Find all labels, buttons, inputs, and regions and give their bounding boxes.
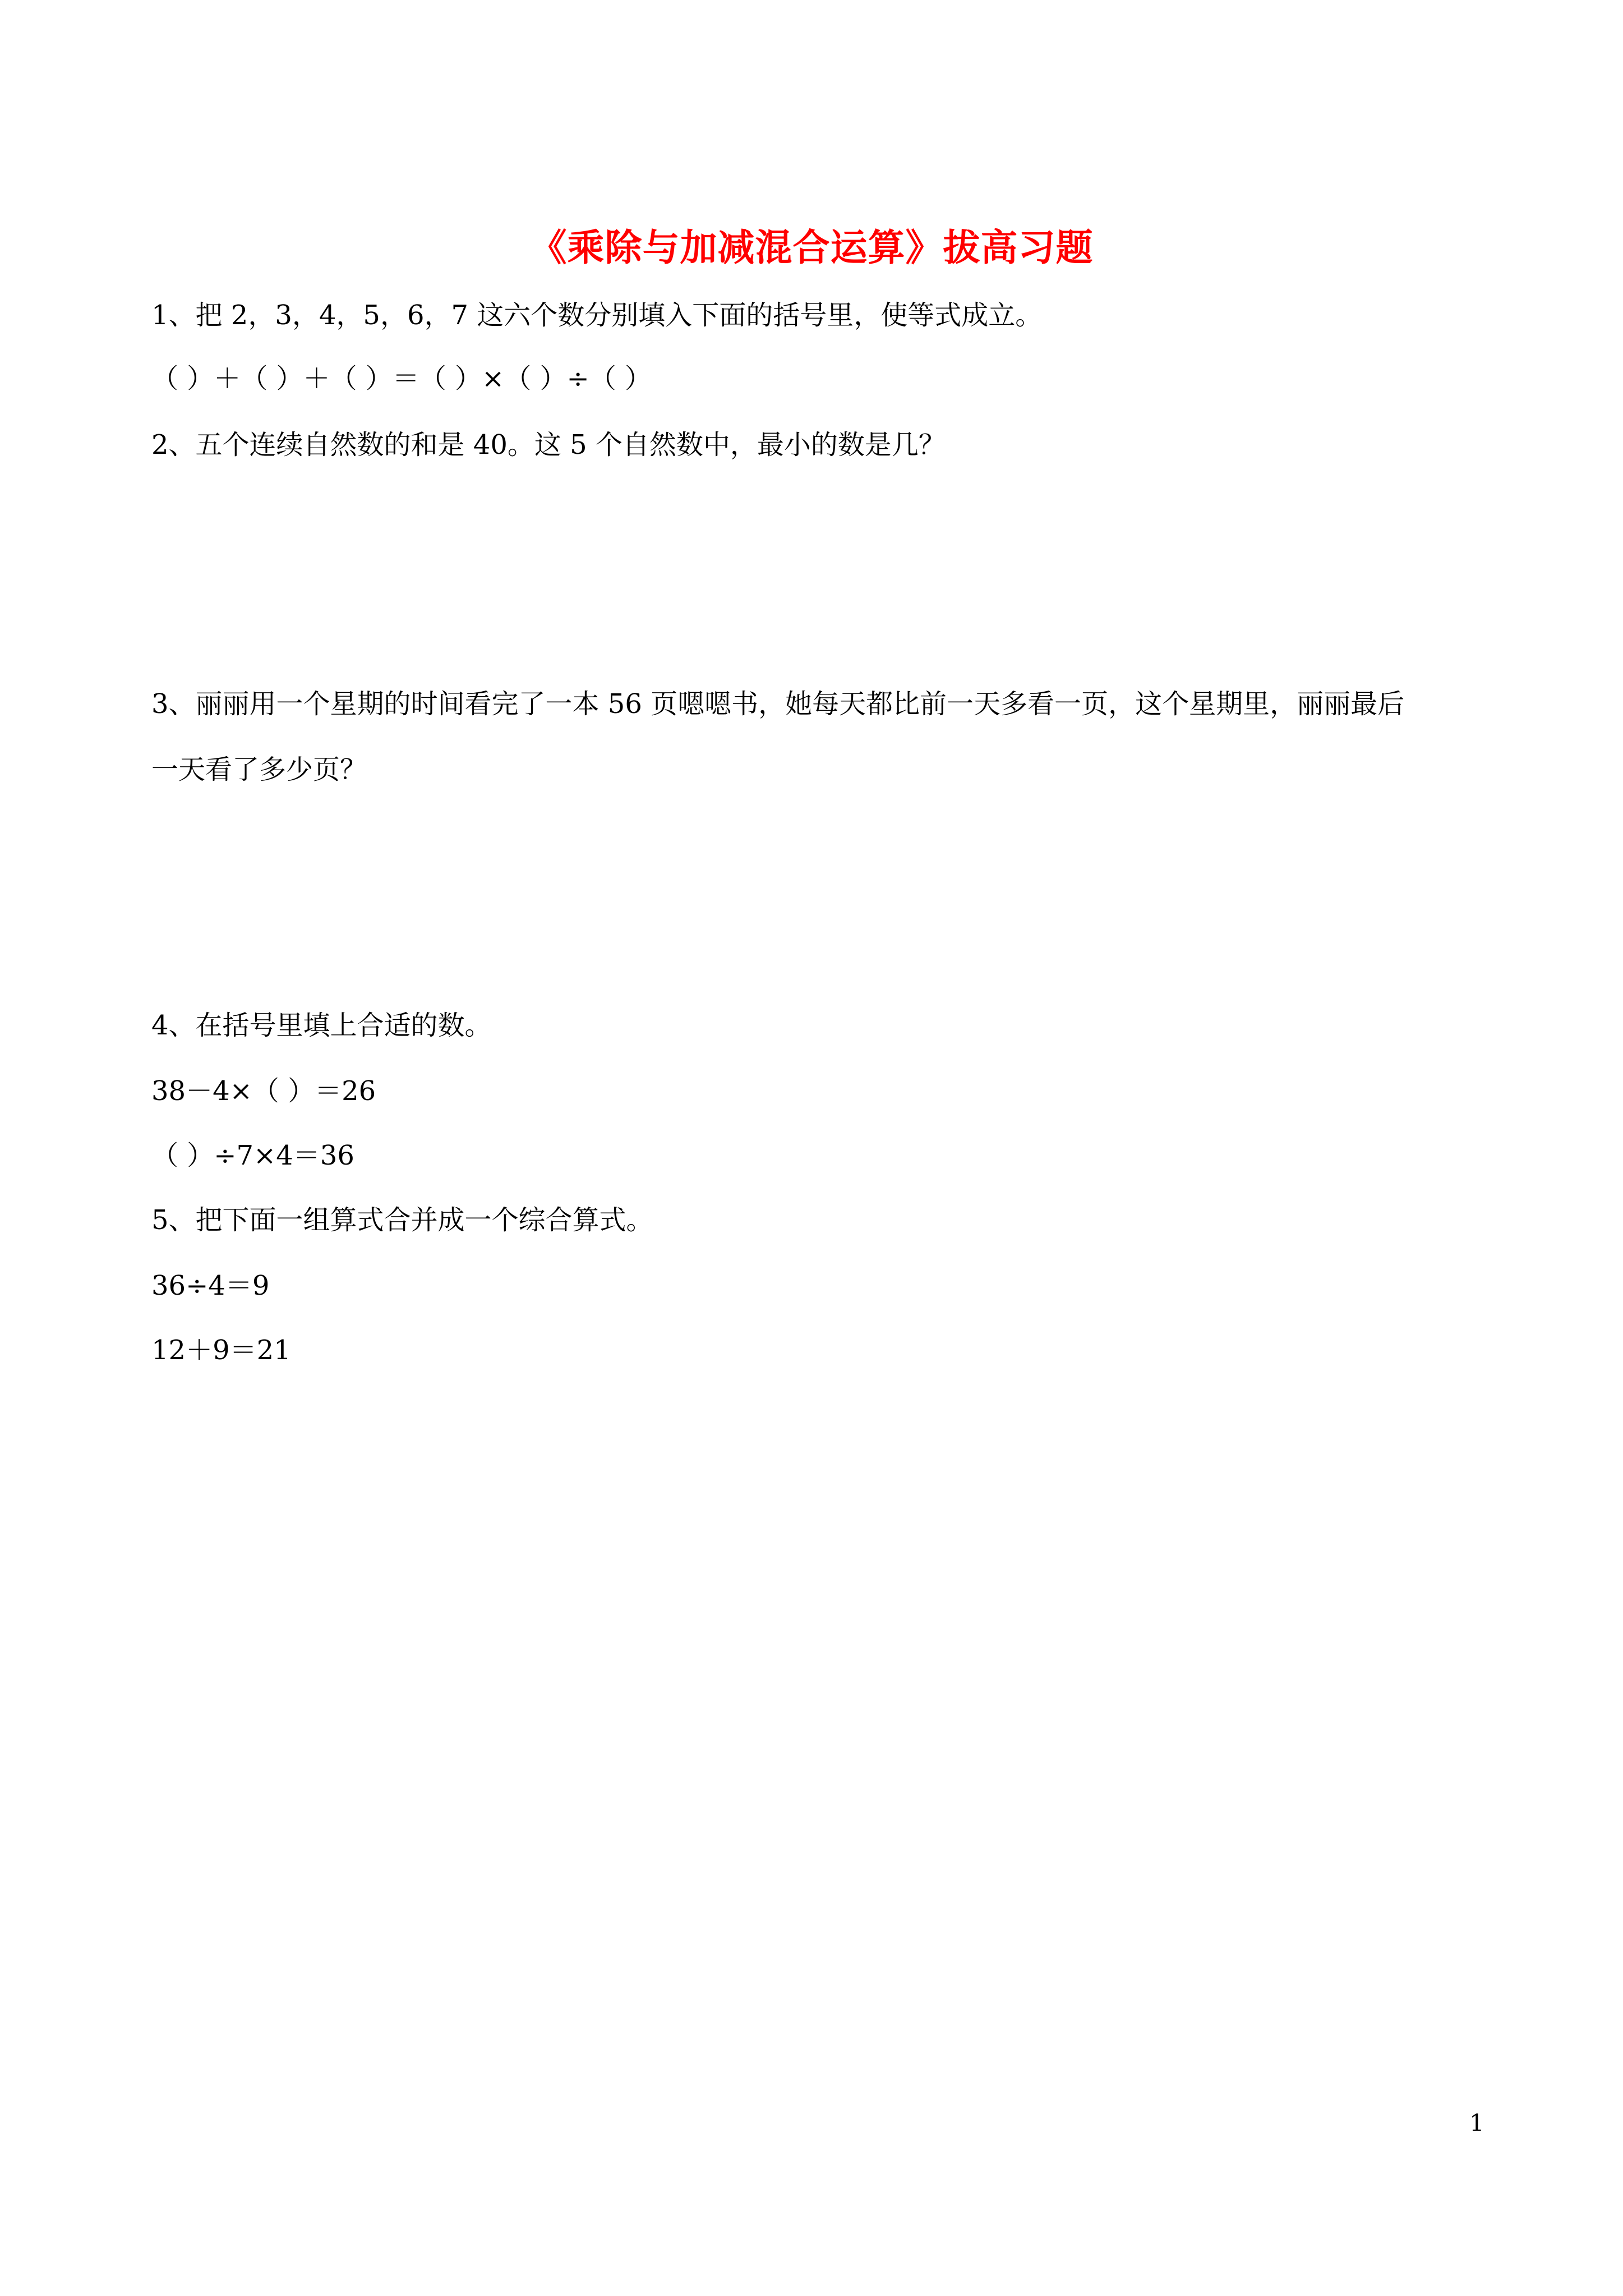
question-4-equation-1: 38－4×（ ）＝26 — [151, 1075, 376, 1107]
question-4-text: 4、在括号里填上合适的数。 — [151, 1010, 492, 1041]
question-2-text: 2、五个连续自然数的和是 40。这 5 个自然数中，最小的数是几？ — [151, 429, 946, 461]
page-number: 1 — [1469, 2109, 1484, 2137]
question-3-text-line-2: 一天看了多少页？ — [151, 754, 367, 785]
question-5-text: 5、把下面一组算式合并成一个综合算式。 — [151, 1204, 653, 1236]
question-1-equation: （ ）＋（ ）＋（ ）＝（ ）×（ ）÷（ ） — [151, 363, 652, 394]
question-5-equation-2: 12＋9＝21 — [151, 1335, 291, 1366]
question-1-text: 1、把 2，3，4，5，6，7 这六个数分别填入下面的括号里，使等式成立。 — [151, 300, 1043, 331]
question-3-text-line-1: 3、丽丽用一个星期的时间看完了一本 56 页嗯嗯书，她每天都比前一天多看一页，这个星期里，丽丽最后 — [151, 688, 1405, 720]
question-4-equation-2: （ ）÷7×4＝36 — [151, 1140, 354, 1171]
page-title: 《乘除与加减混合运算》拔高习题 — [529, 226, 1094, 269]
question-5-equation-1: 36÷4＝9 — [151, 1270, 270, 1301]
